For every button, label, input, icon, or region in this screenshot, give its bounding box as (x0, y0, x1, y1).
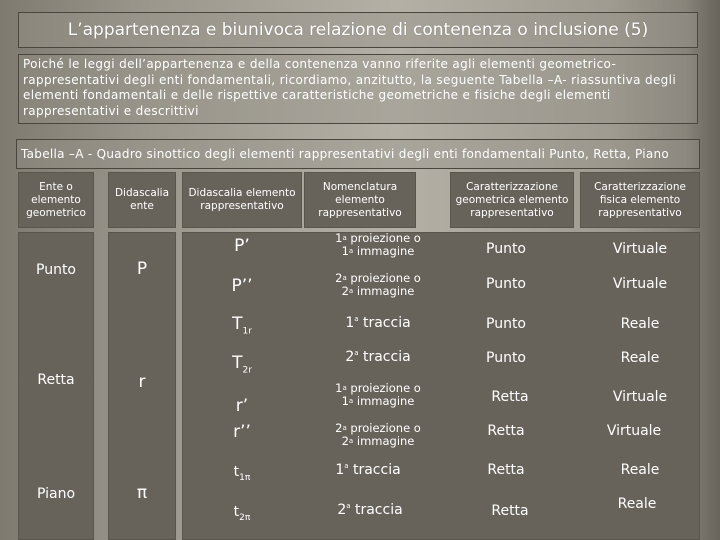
geometric-char: Retta (487, 423, 525, 439)
nomenclature: 1$^a$ traccia (335, 462, 401, 478)
physical-char: Reale (620, 462, 660, 478)
slide-title: L’appartenenza e biunivoca relazione di contenenza o inclusione (5) (18, 12, 698, 48)
physical-char: Reale (620, 316, 660, 332)
element-symbol: r’ (235, 396, 249, 416)
intro-paragraph: Poiché le leggi dell’appartenenza e della contenenza vanno riferite agli elementi geometrico-rappresentativi degli enti fondamentali, ricordiamo, anzitutto, la seguente Tabella –A- riassuntiva degli elementi fondamentali e delle rispettive caratteristiche geometriche e fisiche degli elementi rappresentativi e descrittivi (18, 54, 698, 124)
element-symbol: $t_{1\pi}$ (233, 464, 251, 483)
element-symbol: r’’ (233, 422, 251, 442)
geometric-char: Punto (486, 316, 526, 332)
nomenclature: 1$^a$ traccia (345, 315, 411, 331)
nomenclature: 2$^a$ proiezione o 2$^a$ immagine (335, 421, 421, 448)
geometric-char: Punto (486, 350, 526, 366)
nomenclature: 2$^a$ proiezione o 2$^a$ immagine (335, 271, 421, 298)
header-nomenclatura: Nomenclatura elemento rappresentativo (304, 172, 416, 228)
entity-name: Retta (37, 372, 75, 388)
element-symbol: $T_{1r}$ (232, 314, 252, 337)
physical-char: Virtuale (612, 241, 668, 257)
header-didascalia-ente: Didascalia ente (108, 172, 176, 228)
physical-char: Virtuale (612, 276, 668, 292)
nomenclature: 1$^a$ proiezione o 1$^a$ immagine (335, 231, 421, 258)
nomenclature: 2$^a$ traccia (345, 349, 411, 365)
nomenclature: 1$^a$ proiezione o 1$^a$ immagine (335, 381, 421, 408)
header-didascalia-elemento: Didascalia elemento rappresentativo (182, 172, 302, 228)
element-symbol: P’ (234, 236, 250, 256)
element-symbol: $T_{2r}$ (232, 353, 252, 376)
physical-char: Reale (617, 496, 657, 512)
header-ente: Ente o elemento geometrico (18, 172, 94, 228)
geometric-char: Retta (487, 462, 525, 478)
geometric-char: Retta (491, 389, 529, 405)
nomenclature: 2$^a$ traccia (337, 502, 403, 518)
geometric-char: Punto (486, 276, 526, 292)
entity-symbol: π (136, 483, 148, 503)
element-symbol: P’’ (231, 276, 253, 296)
physical-char: Reale (620, 350, 660, 366)
entity-symbol: r (138, 372, 146, 392)
geometric-char: Punto (486, 241, 526, 257)
header-caratt-fisica: Caratterizzazione fisica elemento rappresentativo (580, 172, 700, 228)
element-symbol: $t_{2\pi}$ (233, 504, 251, 523)
table-caption: Tabella –A - Quadro sinottico degli elementi rappresentativi degli enti fondamentali Punto, Retta, Piano (16, 139, 700, 169)
header-caratt-geometrica: Caratterizzazione geometrica elemento rappresentativo (450, 172, 574, 228)
entity-name: Piano (36, 486, 76, 502)
entity-name: Punto (36, 262, 76, 278)
physical-char: Virtuale (612, 389, 668, 405)
geometric-char: Retta (491, 503, 529, 519)
physical-char: Virtuale (606, 423, 662, 439)
entity-symbol: P (136, 259, 148, 279)
